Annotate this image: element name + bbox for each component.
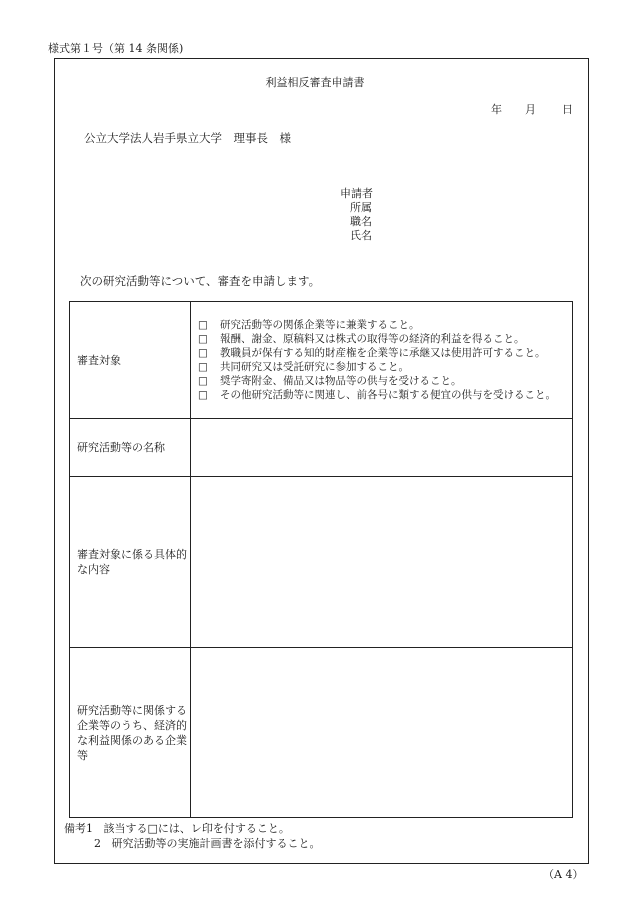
paper-size: （A 4）: [543, 868, 584, 881]
checklist-item[interactable]: [198, 332, 568, 346]
checkbox-icon[interactable]: □: [198, 375, 208, 387]
applicant-position-field: 職名: [350, 215, 372, 228]
checklist-item[interactable]: [198, 318, 568, 332]
activity-name-label: 研究活動等の名称: [70, 419, 191, 477]
table-row-activity-name: [70, 419, 573, 477]
date-year-field: 年: [491, 103, 502, 116]
checklist-item-text: 報酬、謝金、原稿料又は株式の取得等の経済的利益を得ること。: [220, 333, 525, 345]
applicant-block: [340, 187, 373, 243]
remark-text: 研究活動等の実施計画書を添付すること。: [111, 837, 321, 850]
specific-content-label: 審査対象に係る具体的な内容: [70, 477, 191, 648]
checklist-item-text: その他研究活動等に関連し、前各号に類する便宜の供与を受けること。: [220, 389, 556, 401]
page-title: 利益相反審査申請書: [265, 76, 365, 89]
table-row-review-target: [70, 302, 573, 419]
remarks: [64, 821, 321, 851]
date-month-field: 月: [525, 103, 536, 116]
checklist-item[interactable]: [198, 388, 568, 402]
checklist-item[interactable]: [198, 374, 568, 388]
date-day-field: 日: [562, 103, 573, 116]
applicant-affiliation-field: 所属: [350, 201, 372, 214]
related-companies-label: 研究活動等に関係する企業等のうち、経済的な利益関係のある企業等: [70, 648, 191, 818]
intro-text: 次の研究活動等について、審査を申請します。: [80, 274, 321, 288]
activity-name-field[interactable]: [191, 419, 573, 477]
review-target-label: 審査対象: [70, 302, 191, 419]
remark-item: [64, 821, 321, 836]
checklist-item[interactable]: [198, 346, 568, 360]
remarks-prefix: 備考: [64, 822, 86, 835]
addressee: 公立大学法人岩手県立大学 理事長 様: [84, 131, 291, 145]
related-companies-field[interactable]: [191, 648, 573, 818]
form-number: 様式第１号（第 14 条関係): [48, 42, 184, 55]
checkbox-icon[interactable]: □: [198, 361, 208, 373]
review-target-checklist: [191, 302, 573, 419]
checklist-item-text: 研究活動等の関係企業等に兼業すること。: [220, 319, 420, 331]
table-row-related-companies: [70, 648, 573, 818]
remark-number: 1: [86, 822, 93, 835]
remark-text: 該当する□には、レ印を付すること。: [103, 822, 290, 835]
specific-content-field[interactable]: [191, 477, 573, 648]
checklist-item-text: 奨学寄附金、備品又は物品等の供与を受けること。: [220, 375, 462, 387]
table-row-specific-content: [70, 477, 573, 648]
checkbox-icon[interactable]: □: [198, 333, 208, 345]
checklist-item-text: 教職員が保有する知的財産権を企業等に承継又は使用許可すること。: [220, 347, 546, 359]
checkbox-icon[interactable]: □: [198, 347, 208, 359]
remark-item: [64, 836, 321, 851]
applicant-header: 申請者: [340, 187, 373, 200]
checkbox-icon[interactable]: □: [198, 389, 208, 401]
remark-number: 2: [94, 837, 101, 850]
checkbox-icon[interactable]: □: [198, 319, 208, 331]
application-table: [69, 301, 573, 818]
checklist-item-text: 共同研究又は受託研究に参加すること。: [220, 361, 409, 373]
checklist-item[interactable]: [198, 360, 568, 374]
applicant-name-field: 氏名: [350, 229, 372, 242]
